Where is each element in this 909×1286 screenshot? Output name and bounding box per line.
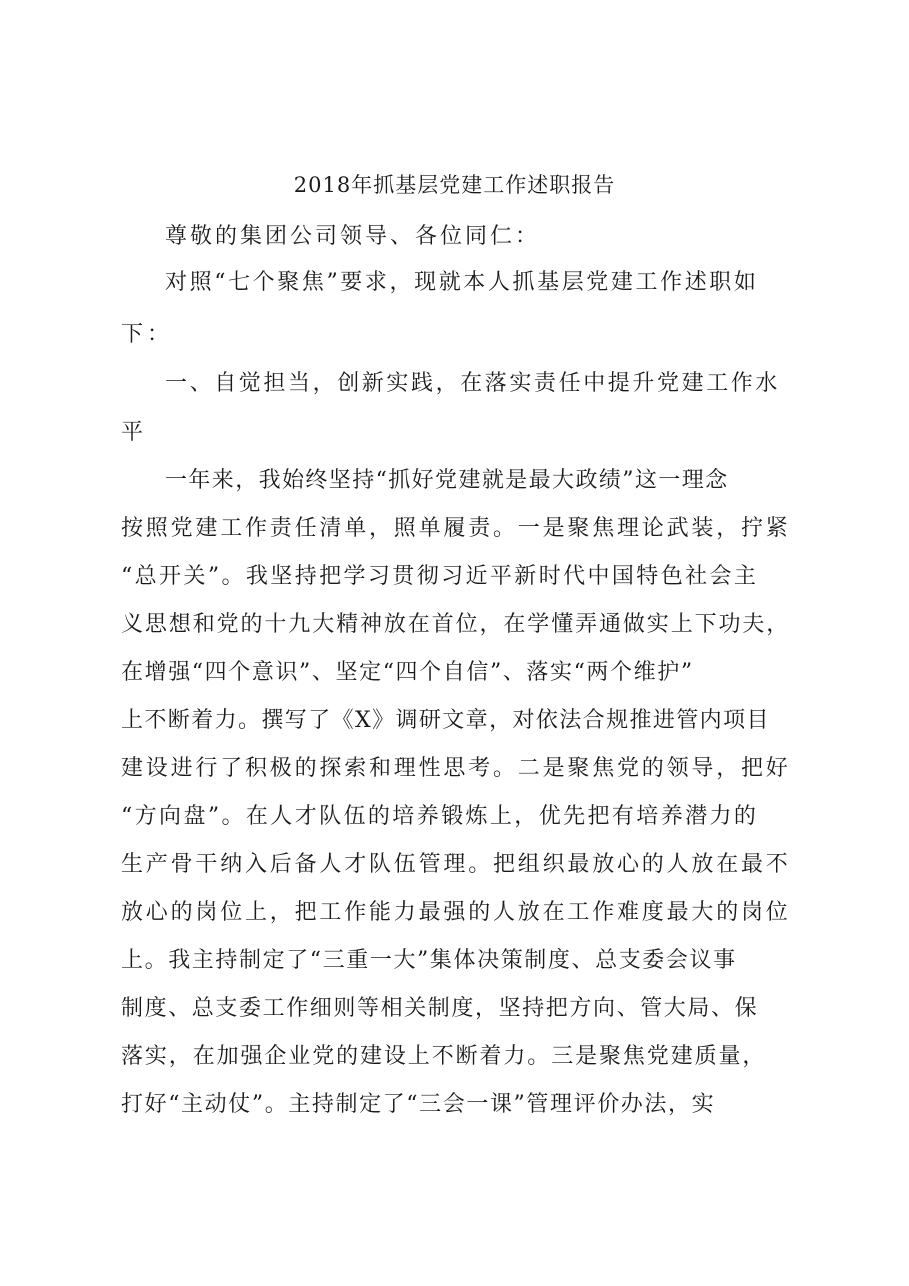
paragraph-line: 下： bbox=[121, 322, 174, 347]
paragraph-line: 生产骨干纳入后备人才队伍管理。把组织最放心的人放在最不 bbox=[121, 852, 791, 877]
paragraph-line: “方向盘”。在人才队伍的培养锻炼上，优先把有培养潜力的 bbox=[121, 804, 759, 829]
paragraph-line: 上。我主持制定了“三重一大”集体决策制度、总支委会议事 bbox=[121, 948, 737, 973]
paragraph-line: 制度、总支委工作细则等相关制度，坚持把方向、管大局、保 bbox=[121, 996, 759, 1021]
paragraph-line: 义思想和党的十九大精神放在首位，在学懂弄通做实上下功夫， bbox=[121, 612, 791, 637]
paragraph-line: 对照“七个聚焦”要求，现就本人抓基层党建工作述职如 bbox=[165, 270, 759, 295]
paragraph-line: 打好“主动仗”。主持制定了“三会一课”管理评价办法，实 bbox=[121, 1092, 716, 1117]
paragraph-line: 放心的岗位上，把工作能力最强的人放在工作难度最大的岗位 bbox=[121, 900, 791, 925]
section-heading-line: 平 bbox=[121, 420, 148, 445]
salutation-line: 尊敬的集团公司领导、各位同仁： bbox=[165, 224, 541, 249]
paragraph-line: 按照党建工作责任清单，照单履责。一是聚焦理论武装，拧紧 bbox=[121, 516, 791, 541]
paragraph-line: 一年来，我始终坚持“抓好党建就是最大政绩”这一理念 bbox=[165, 468, 729, 493]
paragraph-line: “总开关”。我坚持把学习贯彻习近平新时代中国特色社会主 bbox=[121, 564, 759, 589]
paragraph-line: 在增强“四个意识”、坚定“四个自信”、落实“两个维护” bbox=[121, 660, 694, 685]
paragraph-line: 建设进行了积极的探索和理性思考。二是聚焦党的领导，把好 bbox=[121, 756, 791, 781]
paragraph-line: 上不断着力。撰写了《X》调研文章，对依法合规推进管内项目 bbox=[121, 708, 770, 733]
section-heading-line: 一、自觉担当，创新实践，在落实责任中提升党建工作水 bbox=[165, 371, 781, 396]
paragraph-line: 落实，在加强企业党的建设上不断着力。三是聚焦党建质量， bbox=[121, 1044, 767, 1069]
document-title: 2018年抓基层党建工作述职报告 bbox=[293, 173, 616, 197]
